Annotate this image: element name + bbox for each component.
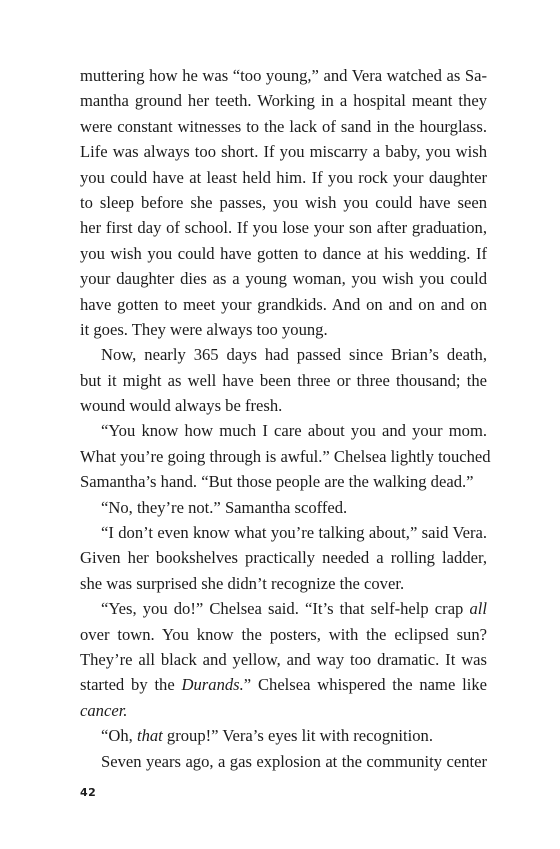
text-line: Life was always too short. If you miscarry a baby, you wish <box>80 142 487 162</box>
text-line: but it might as well have been three or three thousand; the <box>80 370 487 390</box>
text-line: Samantha’s hand. “But those people are the walking dead.” <box>80 472 474 492</box>
text-line: Given her bookshelves practically needed a rolling ladder, <box>80 548 487 568</box>
text-line: your daughter dies as a young woman, you wish you could <box>80 269 487 289</box>
emphasis-text: cancer. <box>80 700 128 720</box>
text-line: you wish you could have gotten to dance at his wedding. If <box>80 243 487 263</box>
text-line: you could have at least held him. If you rock your daughter <box>80 167 487 187</box>
text-line: “I don’t even know what you’re talking about,” said Vera. <box>101 523 487 543</box>
emphasis-text: all <box>469 599 487 619</box>
page-number: 42 <box>80 786 97 799</box>
emphasis-text: that <box>136 726 163 746</box>
text-line: Now, nearly 365 days had passed since Brian’s death, <box>101 345 487 365</box>
text-line: “Oh, that group!” Vera’s eyes lit with recognition. <box>101 726 433 746</box>
text-line: “Yes, you do!” Chelsea said. “It’s that self-help crap all <box>101 599 487 619</box>
text-line: were constant witnesses to the lack of sand in the hourglass. <box>80 116 487 136</box>
text-line: Seven years ago, a gas explosion at the community center <box>101 751 487 771</box>
text-line: “You know how much I care about you and your mom. <box>101 421 487 441</box>
text-line: “No, they’re not.” Samantha scoffed. <box>101 497 348 517</box>
text-line: to sleep before she passes, you wish you could have seen <box>80 192 487 212</box>
text-line: she was surprised she didn’t recognize the cover. <box>80 573 405 593</box>
emphasis-text: Durands. <box>181 675 244 695</box>
text-line <box>80 698 487 723</box>
text-line: her first day of school. If you lose your son after graduation, <box>80 218 487 238</box>
text-line: muttering how he was “too young,” and Vera watched as Sa- <box>80 66 487 85</box>
text-line: started by the Durands.” Chelsea whispered the name like <box>80 675 487 695</box>
book-page-text <box>80 63 491 774</box>
text-line: over town. You know the posters, with the eclipsed sun? <box>80 624 487 644</box>
text-line: They’re all black and yellow, and way too dramatic. It was <box>80 649 487 669</box>
text-line: mantha ground her teeth. Working in a hospital meant they <box>80 91 487 111</box>
text-line: it goes. They were always too young. <box>80 319 328 339</box>
text-line: have gotten to meet your grandkids. And on and on and on <box>80 294 487 314</box>
text-line: wound would always be fresh. <box>80 396 283 416</box>
text-line: What you’re going through is awful.” Chelsea lightly touched <box>80 446 491 466</box>
